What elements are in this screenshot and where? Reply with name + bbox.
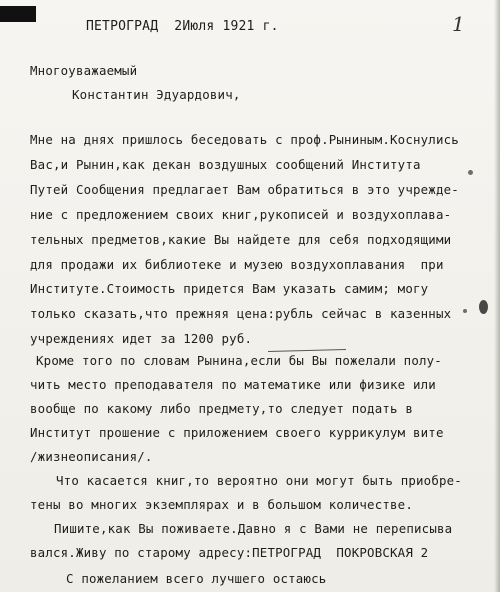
page-number: 1: [452, 12, 465, 36]
body-line: Мне на днях пришлось беседовать с проф.Рыниным.Коснулись: [30, 132, 459, 147]
body-line: ние с предложением своих книг,рукописей и воздухоплава-: [30, 207, 452, 222]
body-line: чить место преподавателя по математике или физике или: [30, 377, 436, 392]
body-line: Институте.Стоимость придется Вам указать самим; могу: [30, 281, 429, 296]
body-line: только сказать,что прежняя цена:рубль сейчас в казенных: [30, 306, 452, 321]
body-line: вался.Живу по старому адресу:ПЕТРОГРАД ПОКРОВСКАЯ 2: [30, 545, 429, 560]
dateline: ПЕТРОГРАД 2Июля 1921 г.: [86, 19, 279, 34]
ink-smudge: [463, 309, 467, 313]
salutation-line-1: Многоуважаемый: [30, 63, 138, 78]
body-line: Институт прошение с приложением своего куррикулум вите: [30, 425, 444, 440]
ink-smudge: [468, 170, 473, 175]
handwritten-stroke: [268, 349, 346, 352]
body-line: для продажи их библиотеке и музею воздухоплавания при: [30, 257, 444, 272]
body-line: Путей Сообщения предлагает Вам обратиться в это учрежде-: [30, 182, 459, 197]
body-line: Пишите,как Вы поживаете.Давно я с Вами не переписыва: [54, 521, 453, 536]
body-line: Кроме того по словам Рынина,если бы Вы пожелали полу-: [36, 353, 442, 368]
body-line: учреждениях идет за 1200 руб.: [30, 331, 253, 346]
body-line: Вас,и Рынин,как декан воздушных сообщений Института: [30, 157, 421, 172]
page-edge-shadow: [494, 0, 500, 592]
ink-smudge: [479, 300, 488, 314]
body-line: Что касается книг,то вероятно они могут быть приобре-: [56, 473, 462, 488]
body-line: /жизнеописания/.: [30, 449, 153, 464]
corner-mark: [0, 6, 36, 22]
body-line: тены во многих экземплярах и в большом количестве.: [30, 497, 413, 512]
salutation-line-2: Константин Эдуардович,: [72, 87, 241, 102]
body-line: тельных предметов,какие Вы найдете для себя подходящими: [30, 232, 452, 247]
body-line: вообще по какому либо предмету,то следует подать в: [30, 401, 413, 416]
closing-line: С пожеланием всего лучшего остаюсь: [66, 571, 327, 586]
